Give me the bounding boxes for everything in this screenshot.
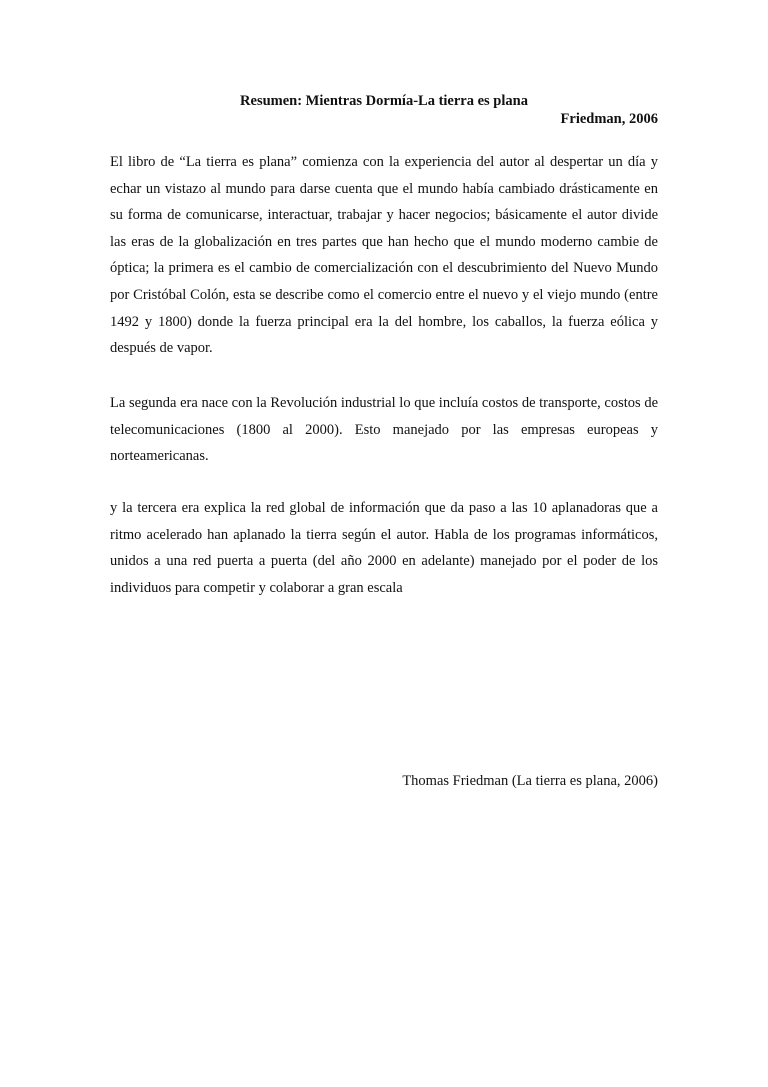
paragraph-1: El libro de “La tierra es plana” comienza con la experiencia del autor al despertar un día y echar un vistazo al mundo para darse cuenta que el mundo había cambiado drásticamente en su forma de comunicarse, interactuar, trabajar y hacer negocios; básicamente el autor divide las eras de la globalización en tres partes que han hecho que el mundo moderno cambie de óptica; la primera es el cambio de comercialización con el descubrimiento del Nuevo Mundo por Cristóbal Colón, esta se describe como el comercio entre el nuevo y el viejo mundo (entre 1492 y 1800) donde la fuerza principal era la del hombre, los caballos, la fuerza eólica y después de vapor.: [110, 154, 658, 357]
signature-citation: Thomas Friedman (La tierra es plana, 2006): [402, 773, 658, 789]
author-date: Friedman, 2006: [560, 111, 658, 127]
paragraph-2: La segunda era nace con la Revolución industrial lo que incluía costos de transporte, costos de telecomunicaciones (1800 al 2000). Esto manejado por las empresas europeas y norteamericanas.: [110, 395, 658, 465]
document-title: Resumen: Mientras Dormía-La tierra es plana: [240, 93, 528, 109]
paragraph-3: y la tercera era explica la red global de información que da paso a las 10 aplanadoras que a ritmo acelerado han aplanado la tierra según el autor. Habla de los programas informáticos, unidos a una red puerta a puerta (del año 2000 en adelante) manejado por el poder de los individuos para competir y colaborar a gran escala: [110, 500, 658, 596]
